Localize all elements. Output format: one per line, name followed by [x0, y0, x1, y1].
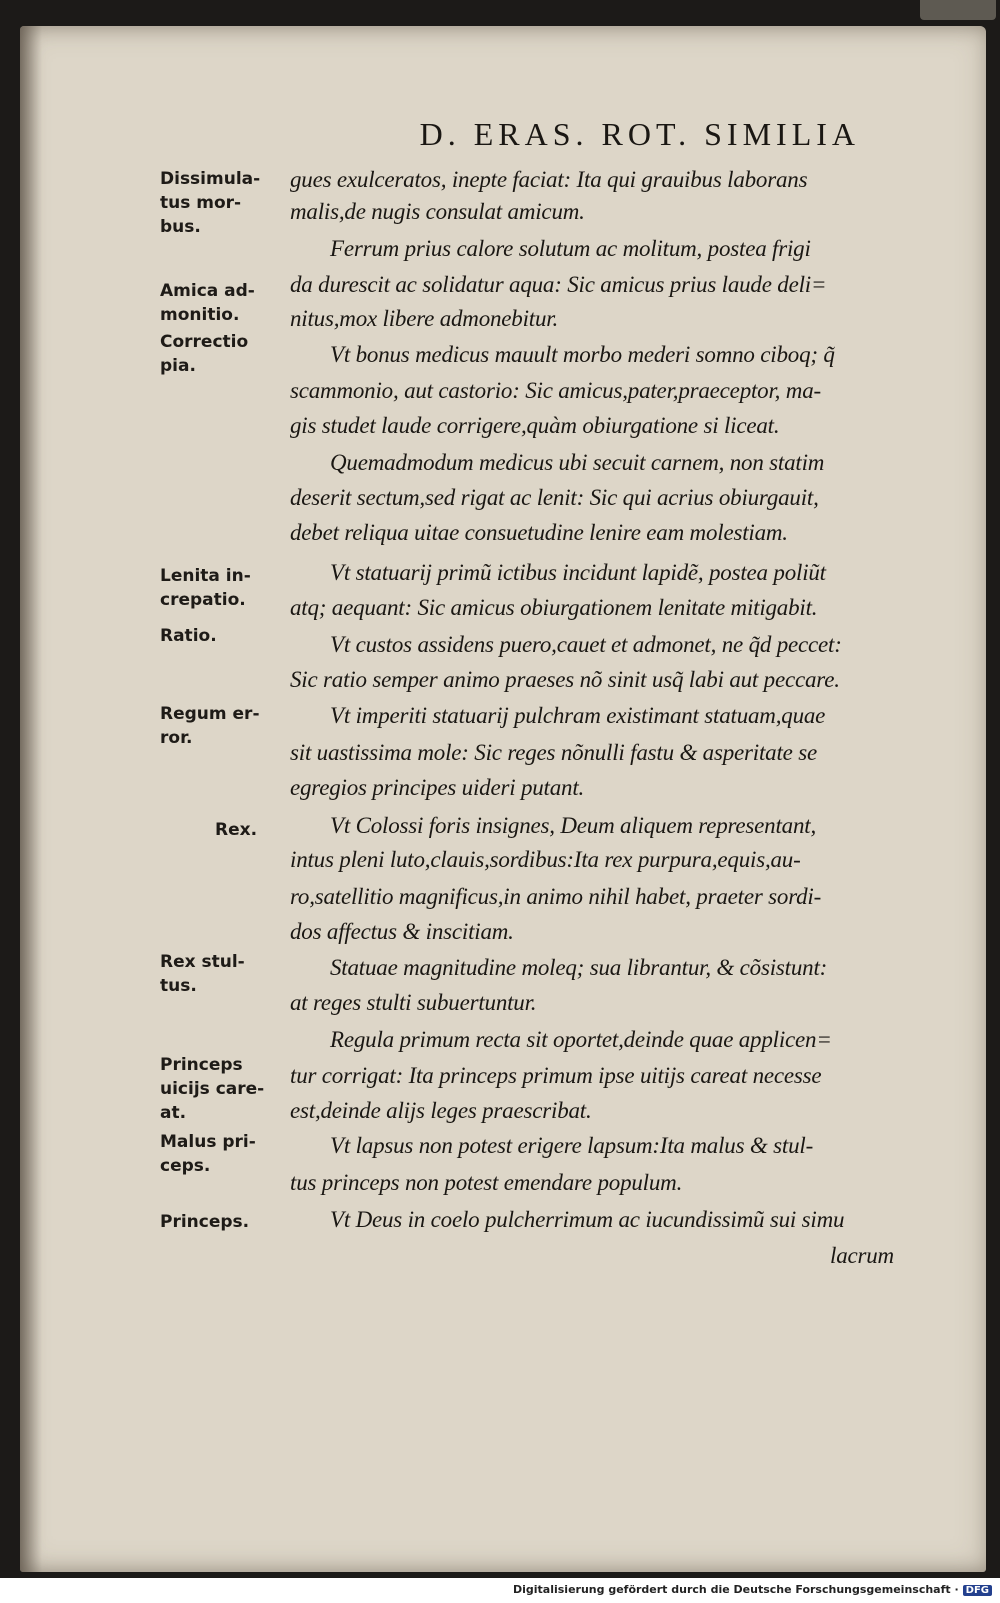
body-line: tur corrigat: Ita princeps primum ipse uitijs careat necesse — [290, 1063, 822, 1088]
margin-note — [160, 279, 285, 327]
digitization-credit — [513, 1583, 992, 1596]
body-line: Vt bonus medicus mauult morbo mederi somno ciboq; q̃ — [330, 342, 835, 367]
margin-note-line: bus. — [160, 217, 201, 237]
body-line: Vt imperiti statuarij pulchram existimant statuam,quae — [330, 703, 826, 728]
margin-note — [160, 330, 285, 378]
body-line: intus pleni luto,clauis,sordibus:Ita rex purpura,equis,au- — [290, 847, 801, 872]
body-line: gues exulceratos, inepte faciat: Ita qui grauibus laborans — [290, 167, 808, 192]
margin-note-line: Regum er- — [160, 704, 260, 724]
body-line: dos affectus & inscitiam. — [290, 919, 514, 944]
margin-note — [160, 1130, 285, 1178]
body-line: Statuae magnitudine moleq; sua librantur, & cõsistunt: — [330, 955, 828, 980]
torn-paper-corner — [920, 0, 996, 20]
margin-note-line: Rex. — [215, 820, 258, 840]
body-line: deserit sectum,sed rigat ac lenit: Sic qui acrius obiurgauit, — [290, 485, 819, 510]
body-line: gis studet laude corrigere,quàm obiurgatione si liceat. — [290, 413, 780, 438]
margin-note-line: uicijs care- — [160, 1079, 265, 1099]
body-line: scammonio, aut castorio: Sic amicus,pater,praeceptor, ma- — [290, 378, 821, 403]
body-line: Regula primum recta sit oportet,deinde quae applicen= — [330, 1027, 832, 1052]
body-line: ro,satellitio magnificus,in animo nihil habet, praeter sordi- — [290, 884, 822, 909]
margin-note-line: Rex stul- — [160, 952, 245, 972]
margin-note-line: tus. — [160, 976, 197, 996]
margin-note — [215, 818, 340, 842]
margin-note — [160, 564, 285, 612]
body-line: Vt lapsus non potest erigere lapsum:Ita malus & stul- — [330, 1133, 814, 1158]
body-line: sit uastissima mole: Sic reges nõnulli fastu & asperitate se — [290, 740, 817, 765]
margin-note — [160, 950, 285, 998]
margin-note — [160, 624, 285, 648]
body-line: tus princeps non potest emendare populum. — [290, 1170, 683, 1195]
body-line: Quemadmodum medicus ubi secuit carnem, non statim — [330, 450, 825, 475]
body-line: Vt custos assidens puero,cauet et admonet, ne q̃d peccet: — [330, 632, 842, 657]
body-line: debet reliqua uitae consuetudine lenire eam molestiam. — [290, 520, 788, 545]
margin-note-line: Malus pri- — [160, 1132, 256, 1152]
body-line: atq; aequant: Sic amicus obiurgationem lenitate mitigabit. — [290, 595, 818, 620]
body-line: egregios principes uideri putant. — [290, 775, 585, 800]
running-head: D. ERAS. ROT. SIMILIA — [419, 116, 860, 152]
margin-note — [160, 702, 285, 750]
dfg-logo: DFG — [963, 1585, 992, 1596]
body-line: malis,de nugis consulat amicum. — [290, 199, 585, 224]
margin-note-line: Amica ad- — [160, 281, 255, 301]
body-line: at reges stulti subuertuntur. — [290, 990, 537, 1015]
digitization-credit-text: Digitalisierung gefördert durch die Deutsche Forschungsgemeinschaft · — [512, 1583, 959, 1596]
body-line: da durescit ac solidatur aqua: Sic amicus prius laude deli= — [290, 272, 827, 297]
margin-note — [160, 167, 285, 239]
margin-note — [160, 1053, 285, 1125]
body-line: est,deinde alijs leges praescribat. — [290, 1098, 592, 1123]
margin-note-line: Princeps. — [160, 1212, 250, 1232]
margin-note-line: Correctio — [160, 332, 249, 352]
margin-note-line: tus mor- — [160, 193, 242, 213]
body-line: Sic ratio semper animo praeses nõ sinit usq̃ labi aut peccare. — [290, 667, 840, 692]
margin-note-line: ror. — [160, 728, 193, 748]
body-line: nitus,mox libere admonebitur. — [290, 306, 559, 331]
body-line: lacrum — [830, 1243, 894, 1268]
body-line: Vt statuarij primũ ictibus incidunt lapidẽ, postea poliũt — [330, 560, 826, 585]
body-line: Vt Deus in coelo pulcherrimum ac iucundissimũ sui simu — [330, 1207, 845, 1232]
body-line: Ferrum prius calore solutum ac molitum, postea frigi — [330, 236, 811, 261]
margin-note-line: at. — [160, 1103, 187, 1123]
margin-note-line: crepatio. — [160, 590, 246, 610]
margin-note-line: Princeps — [160, 1055, 243, 1075]
margin-note-line: Dissimula- — [160, 169, 261, 189]
margin-note — [160, 1210, 285, 1234]
margin-note-line: ceps. — [160, 1156, 211, 1176]
body-line: Vt Colossi foris insignes, Deum aliquem representant, — [330, 813, 817, 838]
margin-note-line: pia. — [160, 356, 196, 376]
margin-note-line: Ratio. — [160, 626, 217, 646]
margin-note-line: Lenita in- — [160, 566, 251, 586]
margin-note-line: monitio. — [160, 305, 240, 325]
